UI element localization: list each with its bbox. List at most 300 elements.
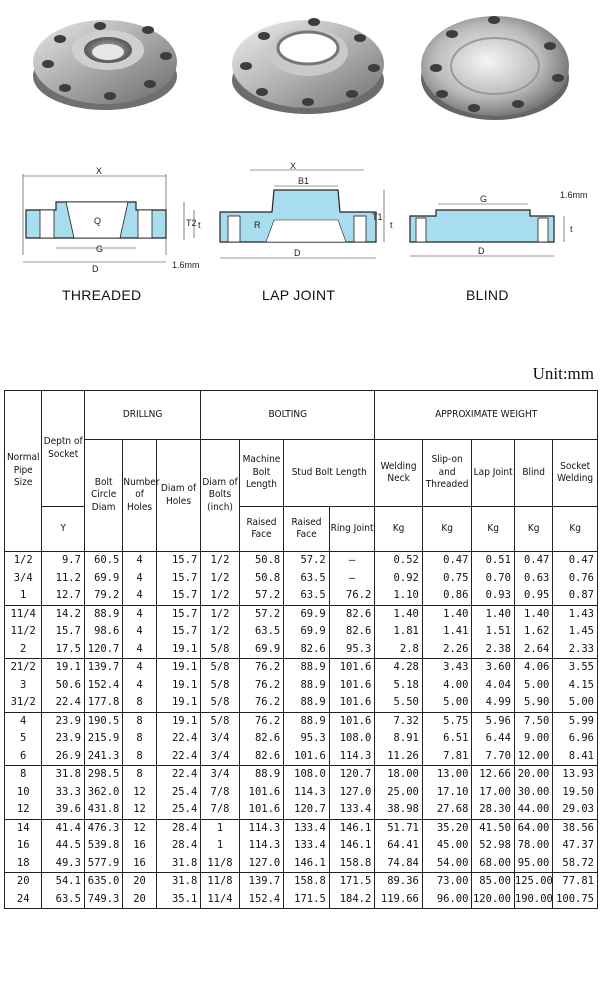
table-cell: 21/2 <box>5 659 42 677</box>
table-cell: 577.9 <box>84 855 122 873</box>
table-cell: 5/8 <box>201 694 239 712</box>
table-cell: 152.4 <box>239 891 284 909</box>
table-cell: 95.3 <box>329 641 375 659</box>
table-cell: 19.1 <box>156 694 201 712</box>
table-cell: 4 <box>123 659 156 677</box>
dim-t1: T1 <box>372 212 383 222</box>
table-cell: 1.10 <box>375 587 423 605</box>
table-cell: 2 <box>5 641 42 659</box>
flange-spec-table <box>4 390 598 909</box>
caption-lap-joint: LAP JOINT <box>262 287 336 303</box>
table-row <box>5 730 598 748</box>
table-cell: 6.51 <box>422 730 472 748</box>
header-depth: Deptn of Socket <box>42 391 84 507</box>
table-cell: 63.5 <box>284 570 330 588</box>
table-cell: 8.41 <box>553 748 598 766</box>
dim-g: G <box>96 244 104 254</box>
table-cell: 4.28 <box>375 659 423 677</box>
table-cell: 5.90 <box>514 694 552 712</box>
table-cell: 88.9 <box>284 694 330 712</box>
table-cell: 38.98 <box>375 801 423 819</box>
table-cell: 88.9 <box>284 659 330 677</box>
table-cell: 476.3 <box>84 819 122 837</box>
table-cell: 17.00 <box>472 784 514 802</box>
table-cell: 82.6 <box>329 623 375 641</box>
table-cell: 3.43 <box>422 659 472 677</box>
table-cell: 76.2 <box>329 587 375 605</box>
table-cell: 15.7 <box>156 570 201 588</box>
table-cell: 15.7 <box>42 623 84 641</box>
table-cell: 47.37 <box>553 837 598 855</box>
table-cell: 127.0 <box>329 784 375 802</box>
table-cell: 68.00 <box>472 855 514 873</box>
table-cell: 22.4 <box>156 730 201 748</box>
dim-t: t <box>390 220 393 230</box>
table-cell: 2.8 <box>375 641 423 659</box>
table-cell: 50.6 <box>42 677 84 695</box>
dim-d: D <box>92 264 99 274</box>
table-cell: 4 <box>5 712 42 730</box>
table-cell: 133.4 <box>284 837 330 855</box>
table-cell: 119.66 <box>375 891 423 909</box>
table-cell: 12 <box>123 801 156 819</box>
table-cell: 54.1 <box>42 873 84 891</box>
table-row <box>5 623 598 641</box>
table-cell: 1.41 <box>422 623 472 641</box>
table-cell: 12 <box>5 801 42 819</box>
table-cell: 11/4 <box>201 891 239 909</box>
table-cell: 57.2 <box>284 552 330 570</box>
table-cell: 88.9 <box>284 677 330 695</box>
table-cell: 3.60 <box>472 659 514 677</box>
table-cell: 17.10 <box>422 784 472 802</box>
table-cell: 3/4 <box>5 570 42 588</box>
header-slip-on: Slip-on and Threaded <box>422 440 472 507</box>
table-cell: 8.91 <box>375 730 423 748</box>
table-cell: 3/4 <box>201 766 239 784</box>
table-cell: 0.47 <box>514 552 552 570</box>
table-cell: 7/8 <box>201 784 239 802</box>
header-pipe-size: Normal Pipe Size <box>5 391 42 552</box>
table-cell: 635.0 <box>84 873 122 891</box>
table-cell: 3/4 <box>201 748 239 766</box>
table-cell: 431.8 <box>84 801 122 819</box>
table-cell: 133.4 <box>284 819 330 837</box>
table-cell: 101.6 <box>284 748 330 766</box>
table-cell: 30.00 <box>514 784 552 802</box>
table-cell: 1 <box>201 819 239 837</box>
table-row <box>5 694 598 712</box>
dim-1-6mm: 1.6mm <box>172 260 200 270</box>
header-weight: APPROXIMATE WEIGHT <box>375 391 598 440</box>
table-cell: 7.32 <box>375 712 423 730</box>
table-cell: 2.38 <box>472 641 514 659</box>
table-cell: 7.81 <box>422 748 472 766</box>
table-cell: 39.6 <box>42 801 84 819</box>
table-cell: 88.9 <box>84 605 122 623</box>
table-cell: 146.1 <box>329 819 375 837</box>
caption-threaded: THREADED <box>62 287 142 303</box>
table-row <box>5 552 598 570</box>
table-cell: 0.51 <box>472 552 514 570</box>
table-cell: 5.75 <box>422 712 472 730</box>
table-cell: 0.70 <box>472 570 514 588</box>
table-cell: 1.51 <box>472 623 514 641</box>
blind-flange-photo <box>418 4 573 124</box>
table-cell: 74.84 <box>375 855 423 873</box>
table-cell: 4.15 <box>553 677 598 695</box>
table-cell: – <box>329 552 375 570</box>
table-cell: 1.45 <box>553 623 598 641</box>
header-kg: Kg <box>375 507 423 552</box>
table-cell: 11.2 <box>42 570 84 588</box>
table-cell: 28.30 <box>472 801 514 819</box>
table-cell: 4 <box>123 605 156 623</box>
table-cell: 8 <box>123 730 156 748</box>
header-diam-bolts: Diam of Bolts (inch) <box>201 440 239 552</box>
table-cell: 3/4 <box>201 730 239 748</box>
table-cell: 101.6 <box>329 712 375 730</box>
table-row <box>5 587 598 605</box>
table-cell: 4.04 <box>472 677 514 695</box>
table-cell: 69.9 <box>84 570 122 588</box>
header-raised-face-2: Raised Face <box>284 507 330 552</box>
dim-d: D <box>294 248 301 258</box>
dim-t: t <box>198 220 201 230</box>
table-cell: 15.7 <box>156 552 201 570</box>
table-cell: 114.3 <box>239 837 284 855</box>
table-cell: 1.43 <box>553 605 598 623</box>
lap-joint-section-drawing <box>214 160 404 275</box>
table-cell: 1/2 <box>201 552 239 570</box>
table-cell: 101.6 <box>329 677 375 695</box>
table-cell: 95.00 <box>514 855 552 873</box>
table-cell: 101.6 <box>329 659 375 677</box>
table-cell: 177.8 <box>84 694 122 712</box>
table-cell: 539.8 <box>84 837 122 855</box>
table-cell: 16 <box>123 837 156 855</box>
table-cell: 171.5 <box>284 891 330 909</box>
table-cell: 4 <box>123 587 156 605</box>
dim-r: R <box>254 220 261 230</box>
table-cell: 184.2 <box>329 891 375 909</box>
table-cell: 19.1 <box>156 712 201 730</box>
table-cell: 57.2 <box>239 605 284 623</box>
table-cell: 51.71 <box>375 819 423 837</box>
dim-x: X <box>290 161 297 171</box>
table-cell: 0.95 <box>514 587 552 605</box>
table-cell: 0.76 <box>553 570 598 588</box>
table-cell: 41.50 <box>472 819 514 837</box>
table-cell: 20 <box>123 891 156 909</box>
table-cell: 6.44 <box>472 730 514 748</box>
table-cell: 20.00 <box>514 766 552 784</box>
table-cell: 362.0 <box>84 784 122 802</box>
table-cell: 8 <box>123 766 156 784</box>
table-cell: 5.00 <box>514 677 552 695</box>
table-cell: 146.1 <box>329 837 375 855</box>
table-cell: 11/8 <box>201 873 239 891</box>
header-socket-welding: Socket Welding <box>553 440 598 507</box>
table-cell: 4 <box>123 552 156 570</box>
table-cell: 4 <box>123 623 156 641</box>
header-kg: Kg <box>472 507 514 552</box>
table-row <box>5 873 598 891</box>
header-lap-joint: Lap Joint <box>472 440 514 507</box>
table-cell: 190.5 <box>84 712 122 730</box>
table-cell: 108.0 <box>329 730 375 748</box>
table-cell: 298.5 <box>84 766 122 784</box>
table-cell: 13.93 <box>553 766 598 784</box>
cross-section-drawings <box>0 160 600 280</box>
table-cell: 19.1 <box>156 659 201 677</box>
table-cell: 76.2 <box>239 694 284 712</box>
table-cell: 63.5 <box>239 623 284 641</box>
table-cell: 76.2 <box>239 677 284 695</box>
table-cell: 1 <box>5 587 42 605</box>
table-cell: 15.7 <box>156 605 201 623</box>
table-cell: 78.00 <box>514 837 552 855</box>
table-cell: 31.8 <box>156 873 201 891</box>
table-cell: 5 <box>5 730 42 748</box>
table-cell: 82.6 <box>239 748 284 766</box>
table-cell: 3 <box>5 677 42 695</box>
threaded-flange-photo <box>30 4 180 114</box>
table-cell: 5.00 <box>422 694 472 712</box>
header-diam-holes: Diam of Holes <box>156 440 201 552</box>
table-cell: 0.86 <box>422 587 472 605</box>
table-cell: 8 <box>123 748 156 766</box>
header-welding-neck: Welding Neck <box>375 440 423 507</box>
table-cell: 11.26 <box>375 748 423 766</box>
table-cell: 60.5 <box>84 552 122 570</box>
table-cell: 19.1 <box>156 641 201 659</box>
table-cell: 0.75 <box>422 570 472 588</box>
table-cell: 120.7 <box>329 766 375 784</box>
header-raised-face-1: Raised Face <box>239 507 284 552</box>
table-cell: 7/8 <box>201 801 239 819</box>
header-drilling: DRILLNG <box>84 391 200 440</box>
table-cell: 22.4 <box>156 766 201 784</box>
table-cell: 5/8 <box>201 677 239 695</box>
table-row <box>5 891 598 909</box>
table-cell: 12.66 <box>472 766 514 784</box>
table-cell: 23.9 <box>42 712 84 730</box>
table-cell: 96.00 <box>422 891 472 909</box>
table-cell: 24 <box>5 891 42 909</box>
table-cell: 4.99 <box>472 694 514 712</box>
table-row <box>5 855 598 873</box>
blind-section-drawing <box>404 160 598 275</box>
table-row <box>5 677 598 695</box>
table-cell: 101.6 <box>239 784 284 802</box>
table-cell: 10 <box>5 784 42 802</box>
table-cell: 14 <box>5 819 42 837</box>
table-cell: 16 <box>123 855 156 873</box>
table-cell: 31.8 <box>42 766 84 784</box>
table-cell: 45.00 <box>422 837 472 855</box>
dim-q: Q <box>94 216 102 226</box>
table-cell: 4.00 <box>422 677 472 695</box>
table-cell: 158.8 <box>329 855 375 873</box>
table-cell: 101.6 <box>239 801 284 819</box>
table-cell: 1.40 <box>472 605 514 623</box>
table-cell: – <box>329 570 375 588</box>
table-cell: 82.6 <box>329 605 375 623</box>
table-cell: 6.96 <box>553 730 598 748</box>
table-cell: 16 <box>5 837 42 855</box>
table-cell: 1.40 <box>422 605 472 623</box>
table-cell: 12.7 <box>42 587 84 605</box>
table-cell: 3.55 <box>553 659 598 677</box>
table-cell: 114.3 <box>329 748 375 766</box>
table-cell: 5.99 <box>553 712 598 730</box>
table-cell: 26.9 <box>42 748 84 766</box>
table-cell: 22.4 <box>156 748 201 766</box>
table-cell: 82.6 <box>239 730 284 748</box>
table-cell: 120.7 <box>284 801 330 819</box>
dim-t: t <box>570 224 573 234</box>
table-cell: 5.18 <box>375 677 423 695</box>
table-cell: 17.5 <box>42 641 84 659</box>
table-cell: 171.5 <box>329 873 375 891</box>
header-machine-bolt: Machine Bolt Length <box>239 440 284 507</box>
table-cell: 28.4 <box>156 837 201 855</box>
table-cell: 95.3 <box>284 730 330 748</box>
table-cell: 0.63 <box>514 570 552 588</box>
table-cell: 146.1 <box>284 855 330 873</box>
dim-x: X <box>96 166 103 176</box>
table-cell: 4 <box>123 677 156 695</box>
table-cell: 5/8 <box>201 641 239 659</box>
table-cell: 133.4 <box>329 801 375 819</box>
table-cell: 13.00 <box>422 766 472 784</box>
table-cell: 125.00 <box>514 873 552 891</box>
table-cell: 8 <box>5 766 42 784</box>
table-cell: 98.6 <box>84 623 122 641</box>
table-cell: 27.68 <box>422 801 472 819</box>
table-cell: 241.3 <box>84 748 122 766</box>
table-cell: 63.5 <box>284 587 330 605</box>
table-cell: 88.9 <box>284 712 330 730</box>
table-cell: 0.92 <box>375 570 423 588</box>
table-cell: 20 <box>123 873 156 891</box>
table-cell: 4 <box>123 641 156 659</box>
header-blind: Blind <box>514 440 552 507</box>
table-cell: 2.33 <box>553 641 598 659</box>
table-cell: 0.87 <box>553 587 598 605</box>
table-cell: 25.4 <box>156 784 201 802</box>
header-ring-joint: Ring Joint <box>329 507 375 552</box>
table-cell: 4 <box>123 570 156 588</box>
table-cell: 25.4 <box>156 801 201 819</box>
dim-t2: T2 <box>186 218 197 228</box>
table-cell: 69.9 <box>284 605 330 623</box>
table-cell: 120.00 <box>472 891 514 909</box>
table-cell: 120.7 <box>84 641 122 659</box>
header-bolt-circle: Bolt Circle Diam <box>84 440 122 552</box>
table-cell: 100.75 <box>553 891 598 909</box>
table-cell: 8 <box>123 712 156 730</box>
table-cell: 52.98 <box>472 837 514 855</box>
table-cell: 127.0 <box>239 855 284 873</box>
table-cell: 114.3 <box>239 819 284 837</box>
table-cell: 29.03 <box>553 801 598 819</box>
table-cell: 4.06 <box>514 659 552 677</box>
table-cell: 9.00 <box>514 730 552 748</box>
table-cell: 57.2 <box>239 587 284 605</box>
header-kg: Kg <box>553 507 598 552</box>
table-cell: 58.72 <box>553 855 598 873</box>
table-cell: 152.4 <box>84 677 122 695</box>
table-cell: 49.3 <box>42 855 84 873</box>
table-cell: 9.7 <box>42 552 84 570</box>
table-cell: 139.7 <box>84 659 122 677</box>
table-cell: 2.26 <box>422 641 472 659</box>
table-cell: 12.00 <box>514 748 552 766</box>
table-cell: 1.81 <box>375 623 423 641</box>
table-cell: 1 <box>201 837 239 855</box>
table-cell: 41.4 <box>42 819 84 837</box>
table-row <box>5 605 598 623</box>
table-cell: 33.3 <box>42 784 84 802</box>
table-cell: 12 <box>123 819 156 837</box>
table-cell: 35.20 <box>422 819 472 837</box>
table-cell: 31/2 <box>5 694 42 712</box>
dim-1-6mm: 1.6mm <box>560 190 588 200</box>
table-cell: 50.8 <box>239 552 284 570</box>
table-cell: 20 <box>5 873 42 891</box>
table-cell: 18 <box>5 855 42 873</box>
table-cell: 19.1 <box>156 677 201 695</box>
table-cell: 89.36 <box>375 873 423 891</box>
table-cell: 82.6 <box>284 641 330 659</box>
table-cell: 749.3 <box>84 891 122 909</box>
table-cell: 79.2 <box>84 587 122 605</box>
table-cell: 63.5 <box>42 891 84 909</box>
header-stud-bolt: Stud Bolt Length <box>284 440 375 507</box>
table-cell: 0.47 <box>422 552 472 570</box>
table-cell: 19.1 <box>42 659 84 677</box>
table-cell: 76.2 <box>239 659 284 677</box>
table-cell: 14.2 <box>42 605 84 623</box>
table-cell: 1.40 <box>514 605 552 623</box>
table-row <box>5 784 598 802</box>
caption-blind: BLIND <box>466 287 509 303</box>
table-cell: 22.4 <box>42 694 84 712</box>
table-cell: 1/2 <box>5 552 42 570</box>
table-cell: 1/2 <box>201 605 239 623</box>
table-cell: 7.50 <box>514 712 552 730</box>
table-cell: 101.6 <box>329 694 375 712</box>
table-row <box>5 570 598 588</box>
threaded-section-drawing <box>18 160 238 275</box>
table-cell: 5/8 <box>201 659 239 677</box>
table-cell: 23.9 <box>42 730 84 748</box>
table-row <box>5 837 598 855</box>
dim-b1: B1 <box>298 176 310 186</box>
table-cell: 6 <box>5 748 42 766</box>
header-depth-symbol: Y <box>42 507 84 552</box>
table-row <box>5 801 598 819</box>
unit-label: Unit:mm <box>532 364 594 383</box>
table-cell: 64.41 <box>375 837 423 855</box>
header-num-holes: Number of Holes <box>123 440 156 552</box>
table-cell: 215.9 <box>84 730 122 748</box>
table-body <box>5 552 598 909</box>
table-cell: 88.9 <box>239 766 284 784</box>
table-cell: 38.56 <box>553 819 598 837</box>
